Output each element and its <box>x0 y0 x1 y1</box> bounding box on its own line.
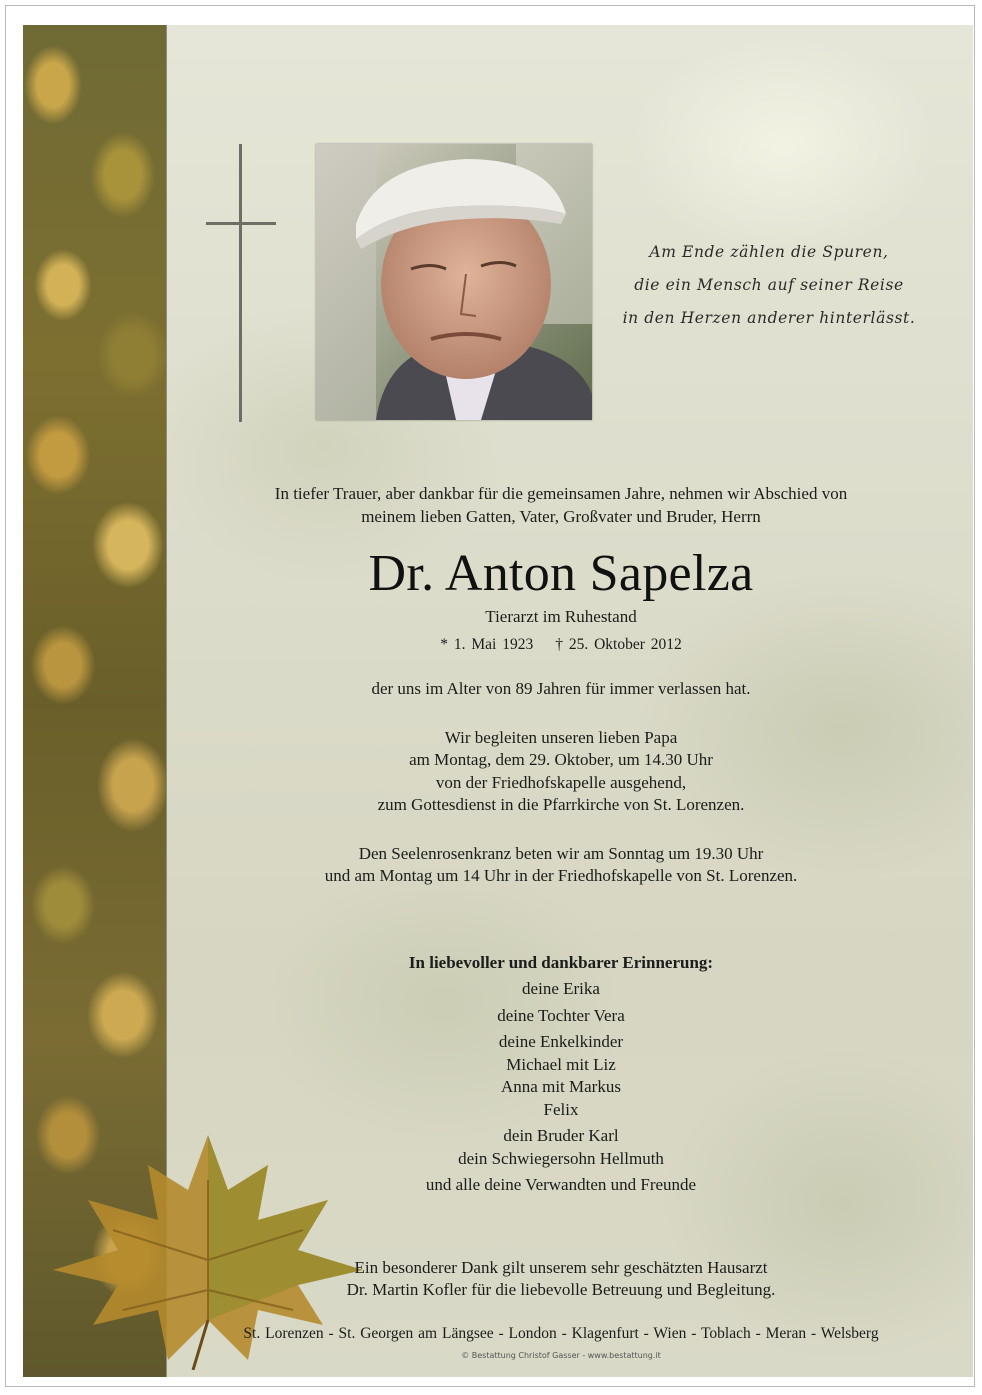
obituary-sheet <box>23 25 973 1377</box>
rosary-line: Den Seelenrosenkranz beten wir am Sonntag um 19.30 Uhr <box>358 843 764 863</box>
mourner-relatives: und alle deine Verwandten und Freunde <box>425 1175 697 1194</box>
mourner-grandchildren <box>206 1031 916 1121</box>
mourner-line: Michael mit Liz <box>506 1054 616 1074</box>
mourner-wife: deine Erika <box>522 979 600 998</box>
intro <box>206 483 916 528</box>
funeral-line: zum Gottesdienst in die Pfarrkirche von St. Lorenzen. <box>377 795 745 814</box>
poem-line: in den Herzen anderer hinterlässt. <box>622 309 916 327</box>
thanks-line: Ein besonderer Dank gilt unserem sehr geschätzten Hausarzt <box>354 1257 768 1277</box>
mourner-line: deine Enkelkinder <box>498 1032 624 1051</box>
mourner-line: dein Schwiegersohn Hellmuth <box>458 1148 664 1168</box>
age-line: der uns im Alter von 89 Jahren für immer verlassen hat. <box>371 679 751 698</box>
funeral-info <box>206 727 916 817</box>
thanks-line: Dr. Martin Kofler für die liebevolle Betreuung und Begleitung. <box>346 1280 776 1299</box>
thanks-note <box>206 1257 916 1302</box>
footer-credit: © Bestattung Christof Gasser - www.bestattung.it <box>461 1351 661 1360</box>
rosary-info <box>206 843 916 888</box>
death-date: † 25. Oktober 2012 <box>555 635 682 653</box>
portrait-photo <box>316 144 592 420</box>
intro-line: meinem lieben Gatten, Vater, Großvater und Bruder, Herrn <box>361 506 761 526</box>
birth-date: * 1. Mai 1923 <box>440 635 534 653</box>
mourner-line: dein Bruder Karl <box>503 1126 619 1145</box>
intro-line: In tiefer Trauer, aber dankbar für die gemeinsamen Jahre, nehmen wir Abschied von <box>274 484 848 503</box>
cross-icon <box>206 144 276 422</box>
poem <box>593 236 945 335</box>
mourners-section <box>206 952 916 1197</box>
mourner-daughter: deine Tochter Vera <box>497 1005 625 1025</box>
life-dates <box>206 634 916 657</box>
rosary-line: und am Montag um 14 Uhr in der Friedhofskapelle von St. Lorenzen. <box>324 866 798 885</box>
obituary-text <box>206 483 916 1302</box>
funeral-line: von der Friedhofskapelle ausgehend, <box>435 772 687 792</box>
poem-line: die ein Mensch auf seiner Reise <box>634 276 904 294</box>
funeral-line: Wir begleiten unseren lieben Papa <box>444 727 678 747</box>
mourners-title: In liebevoller und dankbarer Erinnerung: <box>408 952 714 972</box>
mourner-line: Felix <box>543 1099 579 1119</box>
mourner-line: Anna mit Markus <box>501 1077 621 1096</box>
mourner-others <box>206 1125 916 1170</box>
footer-places: St. Lorenzen - St. Georgen am Längsee - London - Klagenfurt - Wien - Toblach - Meran - Welsberg <box>243 1325 879 1342</box>
poem-line: Am Ende zählen die Spuren, <box>649 243 889 261</box>
page-frame <box>5 5 975 1387</box>
deceased-name: Dr. Anton Sapelza <box>368 545 754 602</box>
funeral-line: am Montag, dem 29. Oktober, um 14.30 Uhr <box>409 750 713 769</box>
profession: Tierarzt im Ruhestand <box>485 607 637 626</box>
